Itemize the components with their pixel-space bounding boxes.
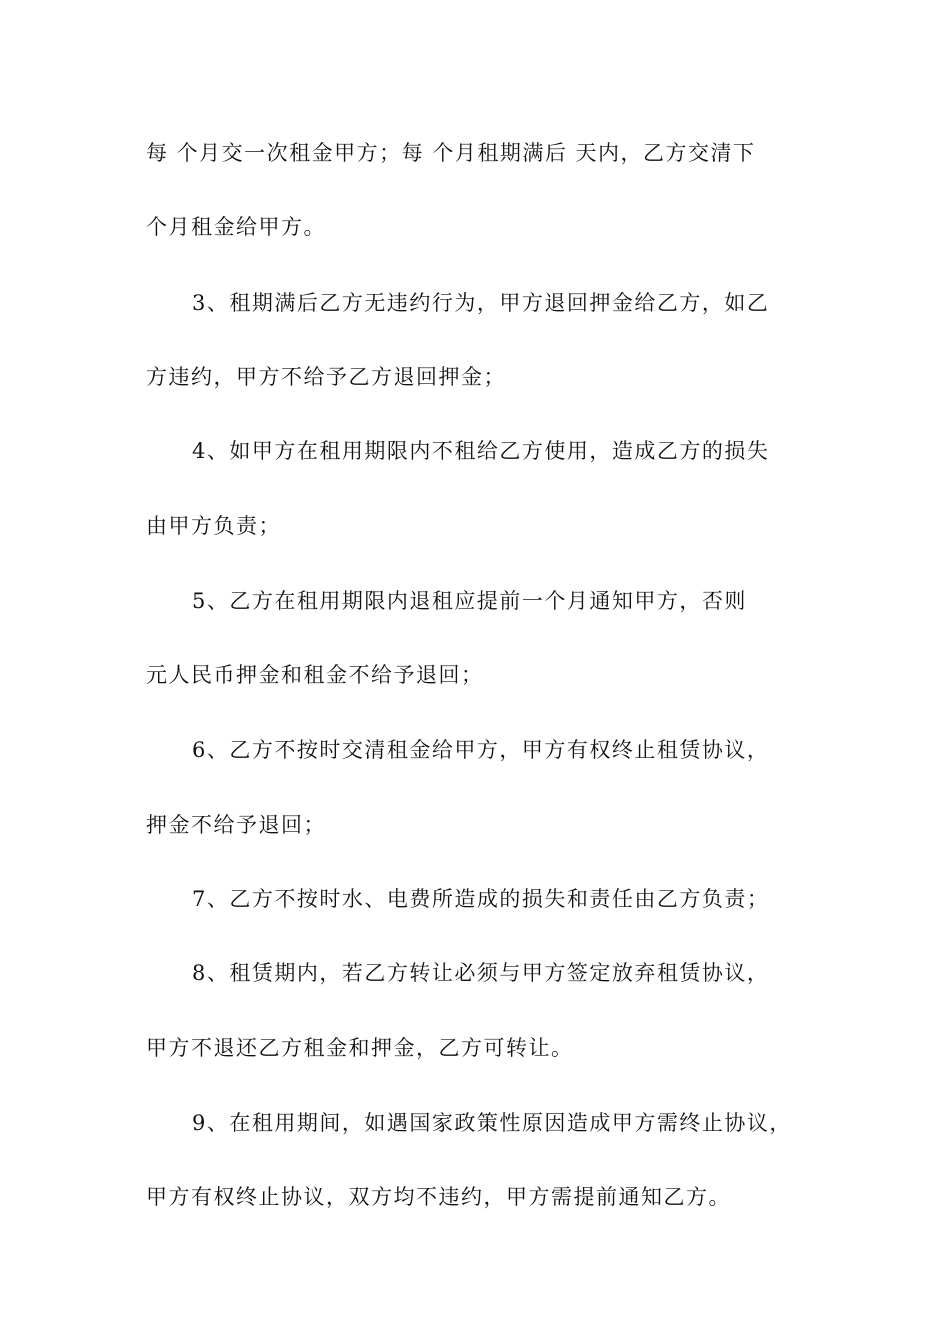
text-line: 个月租金给甲方。 [146,215,326,239]
clause-9-line-1: 9、在租用期间，如遇国家政策性原因造成甲方需终止协议， [192,1111,792,1135]
clause-3-line-1: 3、租期满后乙方无违约行为，甲方退回押金给乙方，如乙 [192,291,770,315]
clause-6-line-2: 押金不给予退回； [146,813,326,837]
clause-8-line-1: 8、租赁期内，若乙方转让必须与甲方签定放弃租赁协议， [192,961,770,985]
clause-3-line-2: 方违约，甲方不给予乙方退回押金； [146,365,506,389]
clause-5-line-1: 5、乙方在租用期限内退租应提前一个月通知甲方，否则 [192,589,747,613]
clause-8-line-2: 甲方不退还乙方租金和押金，乙方可转让。 [146,1036,574,1060]
clause-7-line-1: 7、乙方不按时水、电费所造成的损失和责任由乙方负责； [192,887,770,911]
text-line: 每 个月交一次租金甲方；每 个月租期满后 天内，乙方交清下 [146,141,756,165]
clause-9-line-2: 甲方有权终止协议，双方均不违约，甲方需提前通知乙方。 [146,1185,731,1209]
clause-4-line-1: 4、如甲方在租用期限内不租给乙方使用，造成乙方的损失 [192,439,770,463]
clause-4-line-2: 由甲方负责； [146,514,281,538]
clause-6-line-1: 6、乙方不按时交清租金给甲方，甲方有权终止租赁协议， [192,738,770,762]
clause-5-line-2: 元人民币押金和租金不给予退回； [146,663,484,687]
